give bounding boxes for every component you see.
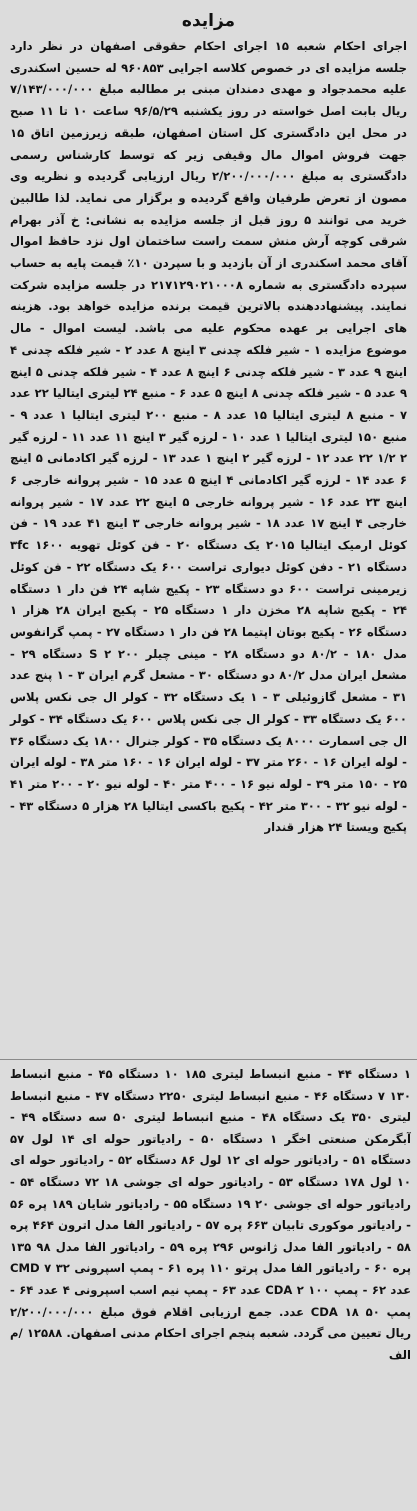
- notice-body-top: اجرای احکام شعبه ۱۵ اجرای احکام حقوقی اصفهان در نظر دارد جلسه مزایده ای در خصوص کلاسه اجرایی ۹۶۰۸۵۳ له حسین اسکندری علیه محمدجواد و مهدی دمندان مبنی بر مطالبه مبلغ ۷/۱۴۳/۰۰۰/۰۰۰ ریال بابت اصل خواسته در روز یکشنبه ۹۶/۵/۲۹ ساعت ۱۰ تا ۱۱ صبح در محل این دادگستری کل استان اصفهان، طبقه زیرزمین اتاق ۱۵ جهت فروش اموال مال وقیفی زیر که توسط کارشناس رسمی دادگستری به مبلغ ۲/۲۰۰/۰۰۰/۰۰۰ ریال ارزیابی گردیده و نظریه وی مصون از تعرض طرفیان واقع گردیده و برگزار می نماید. لذا طالبین خرید می توانند ۵ روز قبل از جلسه مزایده به نشانی: خ آذر بهرام شرقی کوچه آرش منش سمت راست ساختمان اول نزد حافظ اموال آقای محمد اسکندری از آن بازدید و با سپردن ۱۰٪ قیمت پایه به حساب سپرده دادگستری به شماره ۲۱۷۱۲۹۰۲۱۰۰۰۸ در جلسه مزایده شرکت نمایند. پیشنهاددهنده بالاترین قیمت برنده مزایده خواهد بود. هزینه های اجرایی بر عهده محکوم علیه می باشد. لیست اموال - مال موضوع مزایده ۱ - شیر فلکه چدنی ۳ اینچ ۸ عدد ۲ - شیر فلکه چدنی ۴ اینچ ۹ عدد ۳ - شیر فلکه چدنی ۶ اینچ ۸ عدد ۴ - شیر فلکه چدنی ۵ اینچ ۹ عدد ۵ - شیر فلکه چدنی ۸ اینچ ۵ عدد ۶ - منبع ۲۴ لیتری ایتالیا ۲۲ عدد ۷ - منبع ۸ لیتری ایتالیا ۱۵ عدد ۸ - منبع ۲۰۰ لیتری ایتالیا ۱ عدد ۹ - منبع ۱۵۰ لیتری ایتالیا ۱ عدد ۱۰ - لرزه گیر ۳ اینچ ۱۱ عدد ۱۱ - لرزه گیر ۲ ۱/۲ ۲۲ عدد ۱۲ - لرزه گیر ۲ اینچ ۱ عدد ۱۳ - لرزه گیر اکادمانی ۵ اینچ ۶ عدد ۱۴ - لرزه گیر اکادمانی ۴ اینچ ۵ عدد ۱۵ - شیر پروانه خارجی ۶ اینچ ۲۳ عدد ۱۶ - شیر پروانه خارجی ۵ اینچ ۲۲ عدد ۱۷ - شیر پروانه خارجی ۴ اینچ ۱۷ عدد ۱۸ - شیر پروانه خارجی ۳ اینچ ۴۱ عدد ۱۹ - فن کوئل ارمیک ایتالیا ۲۰۱۵ یک دستگاه ۲۰ - فن کوئل تهویه ۱۶۰۰ ۳fc دستگاه ۲۱ - دفن کوئل دیواری تراست ۶۰۰ یک دستگاه ۲۲ - فن کوئل زیرمینی تراست ۶۰۰ دو دستگاه ۲۳ - پکیج شاپه ۲۴ فن دار ۱ دستگاه ۲۴ - پکیج شاپه ۲۸ مخزن دار ۱ دستگاه ۲۵ - پکیج ایران ۲۸ هزار ۱ دستگاه ۲۶ - پکیج بوتان اپتیما ۲۸ فن دار ۱ دستگاه ۲۷ - پمپ گرانفوس مدل ۱۸۰ - ۸۰/۲ دو دستگاه ۲۸ - مینی چیلر ۲۰۰ S ۲ دستگاه ۲۹ - مشعل ایران مدل ۸۰/۲ دو دستگاه ۳۰ - مشعل گرم ایران ۳ - ۱ پنج عدد ۳۱ - مشعل گازوئیلی ۳ - ۱ یک دستگاه ۳۲ - کولر ال جی نکس پلاس ۶۰۰ یک دستگاه ۳۳ - کولر ال جی نکس پلاس ۶۰۰ یک دستگاه ۳۴ - کولر ال جی اسمارت ۸۰۰۰ یک دستگاه ۳۵ - کولر جنرال ۱۸۰۰ یک دستگاه ۳۶ - لوله ایران ۱۶ - ۲۶۰ متر ۳۷ - لوله ایران ۱۶ - ۱۶۰ متر ۳۸ - لوله ایران ۲۵ - ۱۵۰ متر ۳۹ - لوله نیو ۱۶ - ۴۰۰ متر ۴۰ - لوله نیو ۲۰ - ۲۰۰ متر ۴۱ - لوله نیو ۳۲ - ۳۰۰ متر ۴۲ - پکیج باکسی ایتالیا ۲۸ هزار ۵ دستگاه ۴۳ - پکیج ویستا ۲۴ هزار قندار: [10, 39, 408, 835]
- notice-body-bottom: [10, 1064, 411, 1504]
- notice-signature: شعبه پنجم اجرای احکام مدنی اصفهان. ۱۲۵۸۸ /م الف: [10, 1326, 411, 1362]
- notice-body-continued: ۱ دستگاه ۴۴ - منبع انبساط لیتری ۱۸۵ ۱۰ دستگاه ۴۵ - منبع انبساط ۱۳۰ ۷ دستگاه ۴۶ - منبع انبساط لیتری ۲۲۵۰ دستگاه ۴۷ - منبع انبساط لیتری ۳۵۰ یک دستگاه ۴۸ - منبع انبساط لیتری ۵۰ سه دستگاه ۴۹ - آبگرمکن صنعتی اخگر ۱ دستگاه ۵۰ - رادیاتور حوله ای ۱۴ لول ۵۷ دستگاه ۵۱ - رادیاتور حوله ای ۱۲ لول ۸۶ دستگاه ۵۲ - رادیاتور حوله ای ۱۰ لول ۱۷۸ دستگاه ۵۳ - رادیاتور حوله ای جوشی ۱۸ ۷۲ دستگاه ۵۴ - رادیاتور حوله ای جوشی ۲۰ ۱۹ دستگاه ۵۵ - رادیاتور شایان ۱۸۹ پره ۵۶ - رادیاتور موکوری تابیان ۶۶۳ پره ۵۷ - رادیاتور الفا مدل اترون ۴۶۴ پره ۵۸ - رادیاتور الفا مدل ژانوس ۲۹۶ پره ۵۹ - رادیاتور الفا مدل ۹۸ ۱۳۵ پره ۶۰ - رادیاتور الفا مدل پرتو ۱۱۰ پره ۶۱ - پمپ اسپرونی ۳۲ CMD ۷ عدد ۶۲ - پمپ ۱۰۰ CDA ۲ عدد ۶۳ - پمپ نیم اسب اسپرونی ۴ عدد ۶۴ - پمپ ۵۰ CDA ۱۸ عدد. جمع ارزیابی اقلام فوق مبلغ ۲/۲۰۰/۰۰۰/۰۰۰ ریال تعیین می گردد.: [10, 1067, 411, 1341]
- notice-title: مزایده: [181, 11, 236, 31]
- section-divider: [0, 1059, 417, 1060]
